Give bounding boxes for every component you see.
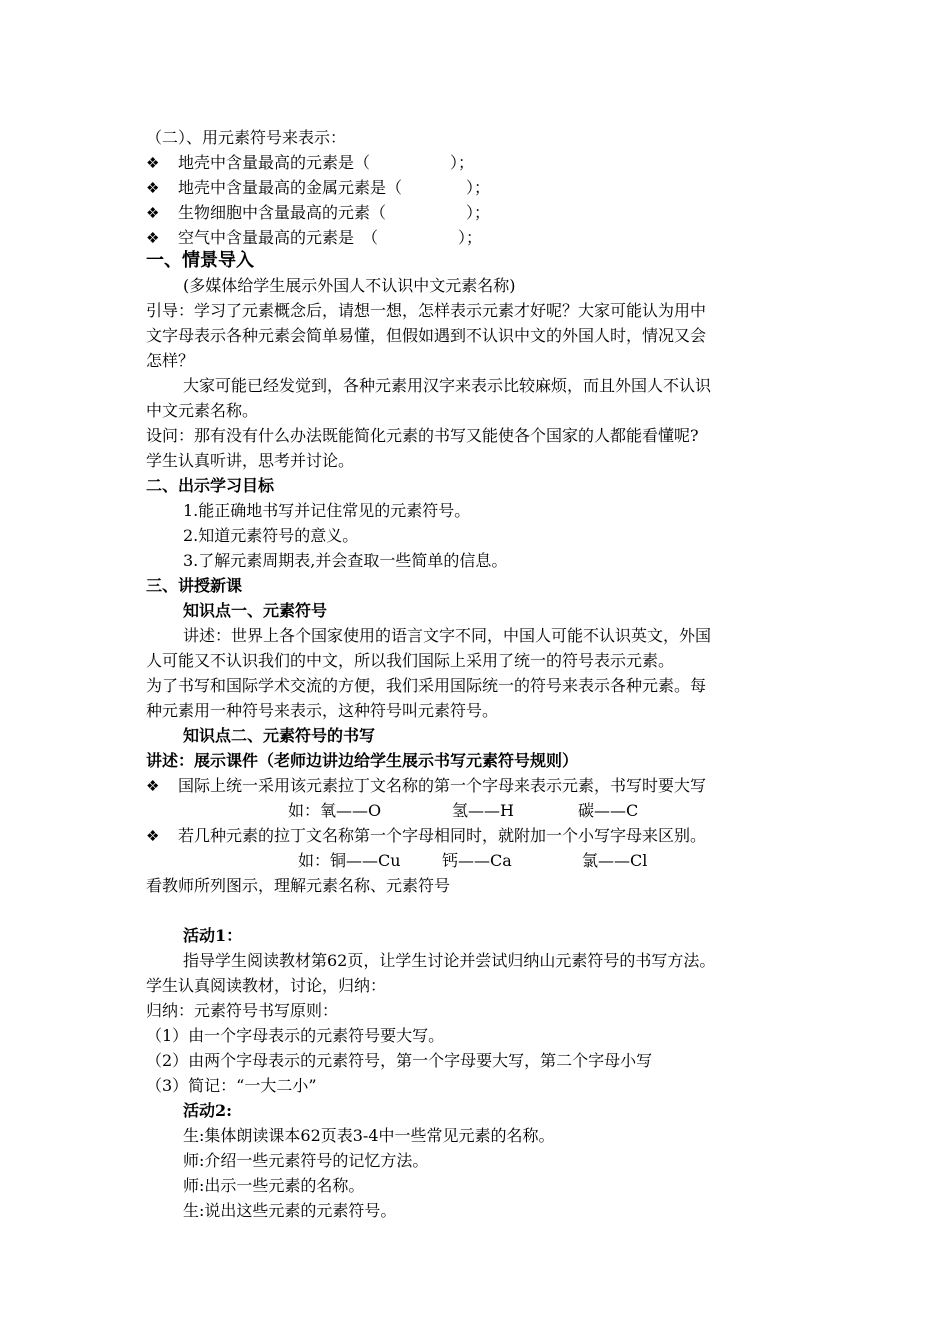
paragraph-line: 看教师所列图示，理解元素名称、元素符号	[146, 876, 451, 895]
knowledge-point-heading: 知识点一、元素符号	[183, 601, 328, 620]
principle-item: （1）由一个字母表示的元素符号要大写。	[146, 1026, 445, 1045]
paragraph-line: 学生认真听讲，思考并讨论。	[146, 451, 355, 470]
example-item: 氯——Cl	[582, 851, 648, 870]
activity-heading: 活动1：	[183, 926, 243, 945]
paragraph-line: 生:说出这些元素的元素符号。	[183, 1201, 397, 1220]
paragraph-line: 归纳：元素符号书写原则：	[146, 1001, 339, 1020]
subsection-heading: （二）、用元素符号来表示：	[146, 128, 347, 147]
goal-item: 1.能正确地书写并记住常见的元素符号。	[183, 501, 471, 520]
paragraph-line: 大家可能已经发觉到，各种元素用汉字来表示比较麻烦，而且外国人不认识	[183, 376, 712, 395]
rule-text: 若几种元素的拉丁文名称第一个字母相同时，就附加一个小写字母来区别。	[178, 826, 707, 845]
paragraph-line: 文字母表示各种元素会简单易懂，但假如遇到不认识中文的外国人时，情况又会	[146, 326, 707, 345]
example-item: 如：铜——Cu	[298, 851, 401, 870]
paragraph-line: 师:出示一些元素的名称。	[183, 1176, 365, 1195]
knowledge-point-heading: 知识点二、元素符号的书写	[183, 726, 376, 745]
question-text: 空气中含量最高的元素是 （ ）；	[178, 228, 483, 247]
paragraph-line: 中文元素名称。	[146, 401, 259, 420]
diamond-bullet-icon: ❖	[146, 777, 160, 795]
example-item: 氢——H	[452, 801, 514, 820]
diamond-bullet-icon: ❖	[146, 179, 160, 197]
paragraph-line: 引导：学习了元素概念后，请想一想，怎样表示元素才好呢？大家可能认为用中	[146, 301, 707, 320]
question-text: 地壳中含量最高的元素是（ ）；	[178, 153, 475, 172]
question-text: 地壳中含量最高的金属元素是（ ）；	[178, 178, 491, 197]
paragraph-line: 讲述：世界上各个国家使用的语言文字不同，中国人可能不认识英文，外国	[183, 626, 712, 645]
paragraph-line: 种元素用一种符号来表示，这种符号叫元素符号。	[146, 701, 499, 720]
example-item: 如：氧——O	[288, 801, 382, 820]
section-heading: 二、出示学习目标	[146, 476, 275, 495]
goal-item: 2.知道元素符号的意义。	[183, 526, 359, 545]
diamond-bullet-icon: ❖	[146, 154, 160, 172]
diamond-bullet-icon: ❖	[146, 827, 160, 845]
diamond-bullet-icon: ❖	[146, 204, 160, 222]
example-item: 钙——Ca	[442, 851, 512, 870]
paragraph-line: 生:集体朗读课本62页表3-4中一些常见元素的名称。	[183, 1126, 555, 1145]
example-item: 碳——C	[578, 801, 639, 820]
paragraph-line: 指导学生阅读教材第62页，让学生讨论并尝试归纳山元素符号的书写方法。	[183, 951, 716, 970]
rule-text: 国际上统一采用该元素拉丁文名称的第一个字母来表示元素，书写时要大写	[178, 776, 707, 795]
paragraph-line: 为了书写和国际学术交流的方便，我们采用国际统一的符号来表示各种元素。每	[146, 676, 707, 695]
question-text: 生物细胞中含量最高的元素（ ）；	[178, 203, 491, 222]
paragraph-line: 人可能又不认识我们的中文，所以我们国际上采用了统一的符号表示元素。	[146, 651, 675, 670]
paragraph-line: 讲述：展示课件（老师边讲边给学生展示书写元素符号规则）	[146, 751, 579, 770]
principle-item: （2）由两个字母表示的元素符号，第一个字母要大写，第二个字母小写	[146, 1051, 653, 1070]
goal-item: 3.了解元素周期表,并会查取一些简单的信息。	[183, 551, 508, 570]
activity-heading: 活动2:	[183, 1101, 233, 1120]
principle-item: （3）简记：“一大二小”	[146, 1076, 317, 1095]
section-heading: 一、情景导入	[146, 250, 254, 271]
paragraph-line: 师:介绍一些元素符号的记忆方法。	[183, 1151, 429, 1170]
paragraph-line: 学生认真阅读教材，讨论，归纳：	[146, 976, 387, 995]
section-heading: 三、讲授新课	[146, 576, 243, 595]
paragraph-line: (多媒体给学生展示外国人不认识中文元素名称)	[183, 276, 516, 295]
paragraph-line: 怎样？	[146, 351, 195, 370]
diamond-bullet-icon: ❖	[146, 229, 160, 247]
paragraph-line: 设问：那有没有什么办法既能简化元素的书写又能使各个国家的人都能看懂呢?	[146, 426, 699, 445]
